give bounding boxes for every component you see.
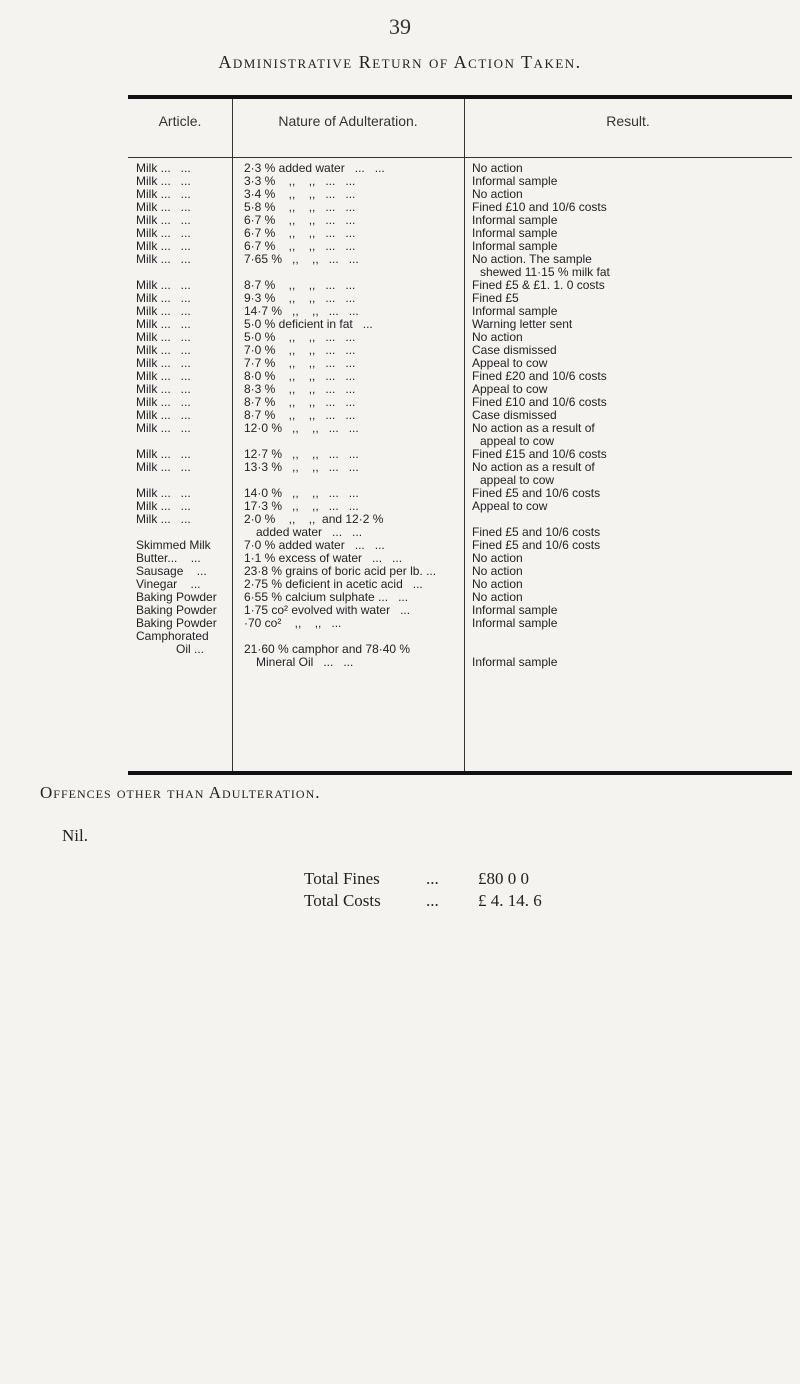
table-row bbox=[128, 461, 792, 487]
nature-cell: 14·0 % ,, ,, ... ... bbox=[244, 487, 359, 500]
table-row bbox=[128, 201, 792, 214]
article-cell: Milk ... ... bbox=[136, 409, 191, 422]
article-cell: Sausage ... bbox=[136, 565, 207, 578]
table-row bbox=[128, 617, 792, 630]
article-cell: Milk ... ... bbox=[136, 422, 191, 435]
result-cell: Fined £10 and 10/6 costs bbox=[472, 395, 607, 409]
article-cell: Milk ... ... bbox=[136, 214, 191, 227]
nature-cell: 6·7 % ,, ,, ... ... bbox=[244, 214, 356, 227]
header-nature: Nature of Adulteration. bbox=[278, 113, 418, 129]
header-result: Result. bbox=[606, 113, 650, 129]
result-cell: Informal sample bbox=[472, 655, 558, 669]
table-row bbox=[128, 305, 792, 318]
total-costs-value: £ 4. 14. 6 bbox=[478, 891, 542, 910]
table-row bbox=[128, 630, 792, 669]
result-cell: Informal sample bbox=[472, 616, 558, 630]
page-number: 39 bbox=[389, 14, 411, 39]
table-row bbox=[128, 552, 792, 565]
article-cell: Milk ... ... bbox=[136, 344, 191, 357]
nature-cell: 2·3 % added water ... ... bbox=[244, 162, 385, 175]
header-divider bbox=[128, 157, 792, 158]
table-row bbox=[128, 162, 792, 175]
leader-dots: ... bbox=[426, 891, 439, 910]
article-cell: Milk ... ... bbox=[136, 500, 191, 513]
action-table bbox=[128, 95, 792, 775]
nature-cell: 8·7 % ,, ,, ... ... bbox=[244, 409, 356, 422]
article-cell: Milk ... ... bbox=[136, 240, 191, 253]
nature-cell: 1·75 co² evolved with water ... bbox=[244, 604, 411, 617]
nature-cell: 2·75 % deficient in acetic acid ... bbox=[244, 578, 423, 591]
table-row bbox=[128, 279, 792, 292]
nature-cell: ·70 co² ,, ,, ... bbox=[244, 617, 342, 630]
result-cell: No action bbox=[472, 590, 523, 604]
nature-cell: 8·7 % ,, ,, ... ... bbox=[244, 396, 356, 409]
nature-cell: 23·8 % grains of boric acid per lb. ... bbox=[244, 565, 437, 578]
result-cell: Appeal to cow bbox=[472, 356, 548, 370]
nature-cell: 17·3 % ,, ,, ... ... bbox=[244, 500, 359, 513]
result-cell: No action as a result of appeal to cow bbox=[472, 421, 595, 448]
result-cell: Informal sample bbox=[472, 174, 558, 188]
nature-cell: 7·0 % ,, ,, ... ... bbox=[244, 344, 356, 357]
nature-cell: 8·3 % ,, ,, ... ... bbox=[244, 383, 356, 396]
table-row bbox=[128, 227, 792, 240]
result-cell: No action bbox=[472, 330, 523, 344]
nature-cell: 7·0 % added water ... ... bbox=[244, 539, 385, 552]
total-costs-label: Total Costs bbox=[304, 891, 381, 910]
article-cell: Milk ... ... bbox=[136, 396, 191, 409]
table-row bbox=[128, 214, 792, 227]
table-row bbox=[128, 253, 792, 279]
result-cell: Fined £10 and 10/6 costs bbox=[472, 200, 607, 214]
nature-cell: 1·1 % excess of water ... ... bbox=[244, 552, 403, 565]
page-title: Administrative Return of Action Taken. bbox=[218, 52, 582, 72]
article-cell: Baking Powder bbox=[136, 604, 217, 617]
result-cell: No action bbox=[472, 161, 523, 175]
article-cell: Milk ... ... bbox=[136, 383, 191, 396]
table-row bbox=[128, 409, 792, 422]
table-row bbox=[128, 591, 792, 604]
table-row bbox=[128, 448, 792, 461]
table-row bbox=[128, 422, 792, 448]
table-row bbox=[128, 565, 792, 578]
article-cell: Milk ... ... bbox=[136, 461, 191, 474]
result-cell: No action bbox=[472, 551, 523, 565]
nature-cell: 3·4 % ,, ,, ... ... bbox=[244, 188, 356, 201]
result-cell: No action bbox=[472, 577, 523, 591]
offences-text: Nil. bbox=[62, 826, 88, 845]
nature-cell: 6·7 % ,, ,, ... ... bbox=[244, 227, 356, 240]
article-cell: Milk ... ... bbox=[136, 331, 191, 344]
article-cell: Milk ... ... bbox=[136, 305, 191, 318]
result-cell: Informal sample bbox=[472, 226, 558, 240]
article-cell: Milk ... ... bbox=[136, 448, 191, 461]
article-cell: Milk ... ... bbox=[136, 188, 191, 201]
offences-heading: Offences other than Adulteration. bbox=[40, 783, 321, 802]
article-cell: Milk ... ... bbox=[136, 201, 191, 214]
article-cell: Milk ... ... bbox=[136, 227, 191, 240]
result-cell: No action bbox=[472, 564, 523, 578]
total-costs-row bbox=[304, 890, 542, 912]
total-fines-value: £80 0 0 bbox=[478, 869, 529, 888]
table-row bbox=[128, 578, 792, 591]
article-cell: Camphorated Oil ... bbox=[136, 630, 209, 656]
table-row bbox=[128, 513, 792, 539]
total-fines-label: Total Fines bbox=[304, 869, 380, 888]
header-article: Article. bbox=[158, 113, 202, 129]
result-cell: Case dismissed bbox=[472, 343, 557, 357]
nature-cell: 7·65 % ,, ,, ... ... bbox=[244, 253, 359, 266]
table-row bbox=[128, 370, 792, 383]
article-cell: Milk ... ... bbox=[136, 162, 191, 175]
result-cell: No action bbox=[472, 187, 523, 201]
result-cell: Appeal to cow bbox=[472, 499, 548, 513]
table-row bbox=[128, 188, 792, 201]
nature-cell: 12·0 % ,, ,, ... ... bbox=[244, 422, 359, 435]
nature-cell: 2·0 % ,, ,, and 12·2 % added water ... ... bbox=[244, 513, 384, 539]
table-row bbox=[128, 331, 792, 344]
result-cell: Fined £5 and 10/6 costs bbox=[472, 538, 601, 552]
table-row bbox=[128, 539, 792, 552]
result-cell: Fined £5 bbox=[472, 291, 519, 305]
article-cell: Milk ... ... bbox=[136, 487, 191, 500]
result-cell: Fined £5 & £1. 1. 0 costs bbox=[472, 278, 605, 292]
result-cell: No action. The sample shewed 11·15 % milk fat bbox=[472, 252, 610, 279]
result-cell: Fined £5 and 10/6 costs bbox=[472, 486, 601, 500]
leader-dots: ... bbox=[426, 869, 439, 888]
table-row bbox=[128, 604, 792, 617]
article-cell: Milk ... ... bbox=[136, 292, 191, 305]
table-row bbox=[128, 240, 792, 253]
article-cell: Baking Powder bbox=[136, 617, 217, 630]
nature-cell: 3·3 % ,, ,, ... ... bbox=[244, 175, 356, 188]
nature-cell: 9·3 % ,, ,, ... ... bbox=[244, 292, 356, 305]
table-row bbox=[128, 175, 792, 188]
table-row bbox=[128, 500, 792, 513]
nature-cell: 7·7 % ,, ,, ... ... bbox=[244, 357, 356, 370]
article-cell: Milk ... ... bbox=[136, 318, 191, 331]
result-cell: Warning letter sent bbox=[472, 317, 573, 331]
article-cell: Baking Powder bbox=[136, 591, 217, 604]
result-cell: Informal sample bbox=[472, 213, 558, 227]
nature-cell: 14·7 % ,, ,, ... ... bbox=[244, 305, 359, 318]
result-cell: Informal sample bbox=[472, 239, 558, 253]
nature-cell: 13·3 % ,, ,, ... ... bbox=[244, 461, 359, 474]
article-cell: Vinegar ... bbox=[136, 578, 201, 591]
result-cell: Informal sample bbox=[472, 304, 558, 318]
article-cell: Milk ... ... bbox=[136, 279, 191, 292]
result-cell: Fined £15 and 10/6 costs bbox=[472, 447, 607, 461]
table-body bbox=[128, 162, 792, 669]
total-fines-row bbox=[304, 868, 542, 890]
nature-cell: 6·55 % calcium sulphate ... ... bbox=[244, 591, 409, 604]
table-row bbox=[128, 383, 792, 396]
result-cell: Informal sample bbox=[472, 603, 558, 617]
result-cell: No action as a result of appeal to cow bbox=[472, 460, 595, 487]
nature-cell: 5·0 % ,, ,, ... ... bbox=[244, 331, 356, 344]
nature-cell: 12·7 % ,, ,, ... ... bbox=[244, 448, 359, 461]
table-row bbox=[128, 396, 792, 409]
table-row bbox=[128, 357, 792, 370]
table-row bbox=[128, 318, 792, 331]
article-cell: Milk ... ... bbox=[136, 513, 191, 526]
article-cell: Milk ... ... bbox=[136, 253, 191, 266]
nature-cell: 8·7 % ,, ,, ... ... bbox=[244, 279, 356, 292]
result-cell: Case dismissed bbox=[472, 408, 557, 422]
nature-cell: 5·0 % deficient in fat ... bbox=[244, 318, 373, 331]
article-cell: Milk ... ... bbox=[136, 357, 191, 370]
nature-cell: 5·8 % ,, ,, ... ... bbox=[244, 201, 356, 214]
table-row bbox=[128, 292, 792, 305]
nature-cell: 21·60 % camphor and 78·40 % Mineral Oil ... ... bbox=[244, 642, 411, 669]
article-cell: Skimmed Milk bbox=[136, 539, 211, 552]
nature-cell: 8·0 % ,, ,, ... ... bbox=[244, 370, 356, 383]
article-cell: Butter... ... bbox=[136, 552, 201, 565]
result-cell: Fined £5 and 10/6 costs bbox=[472, 525, 601, 539]
table-row bbox=[128, 487, 792, 500]
totals-block bbox=[304, 868, 542, 912]
table-row bbox=[128, 344, 792, 357]
nature-cell: 6·7 % ,, ,, ... ... bbox=[244, 240, 356, 253]
article-cell: Milk ... ... bbox=[136, 370, 191, 383]
result-cell: Appeal to cow bbox=[472, 382, 548, 396]
result-cell: Fined £20 and 10/6 costs bbox=[472, 369, 607, 383]
article-cell: Milk ... ... bbox=[136, 175, 191, 188]
